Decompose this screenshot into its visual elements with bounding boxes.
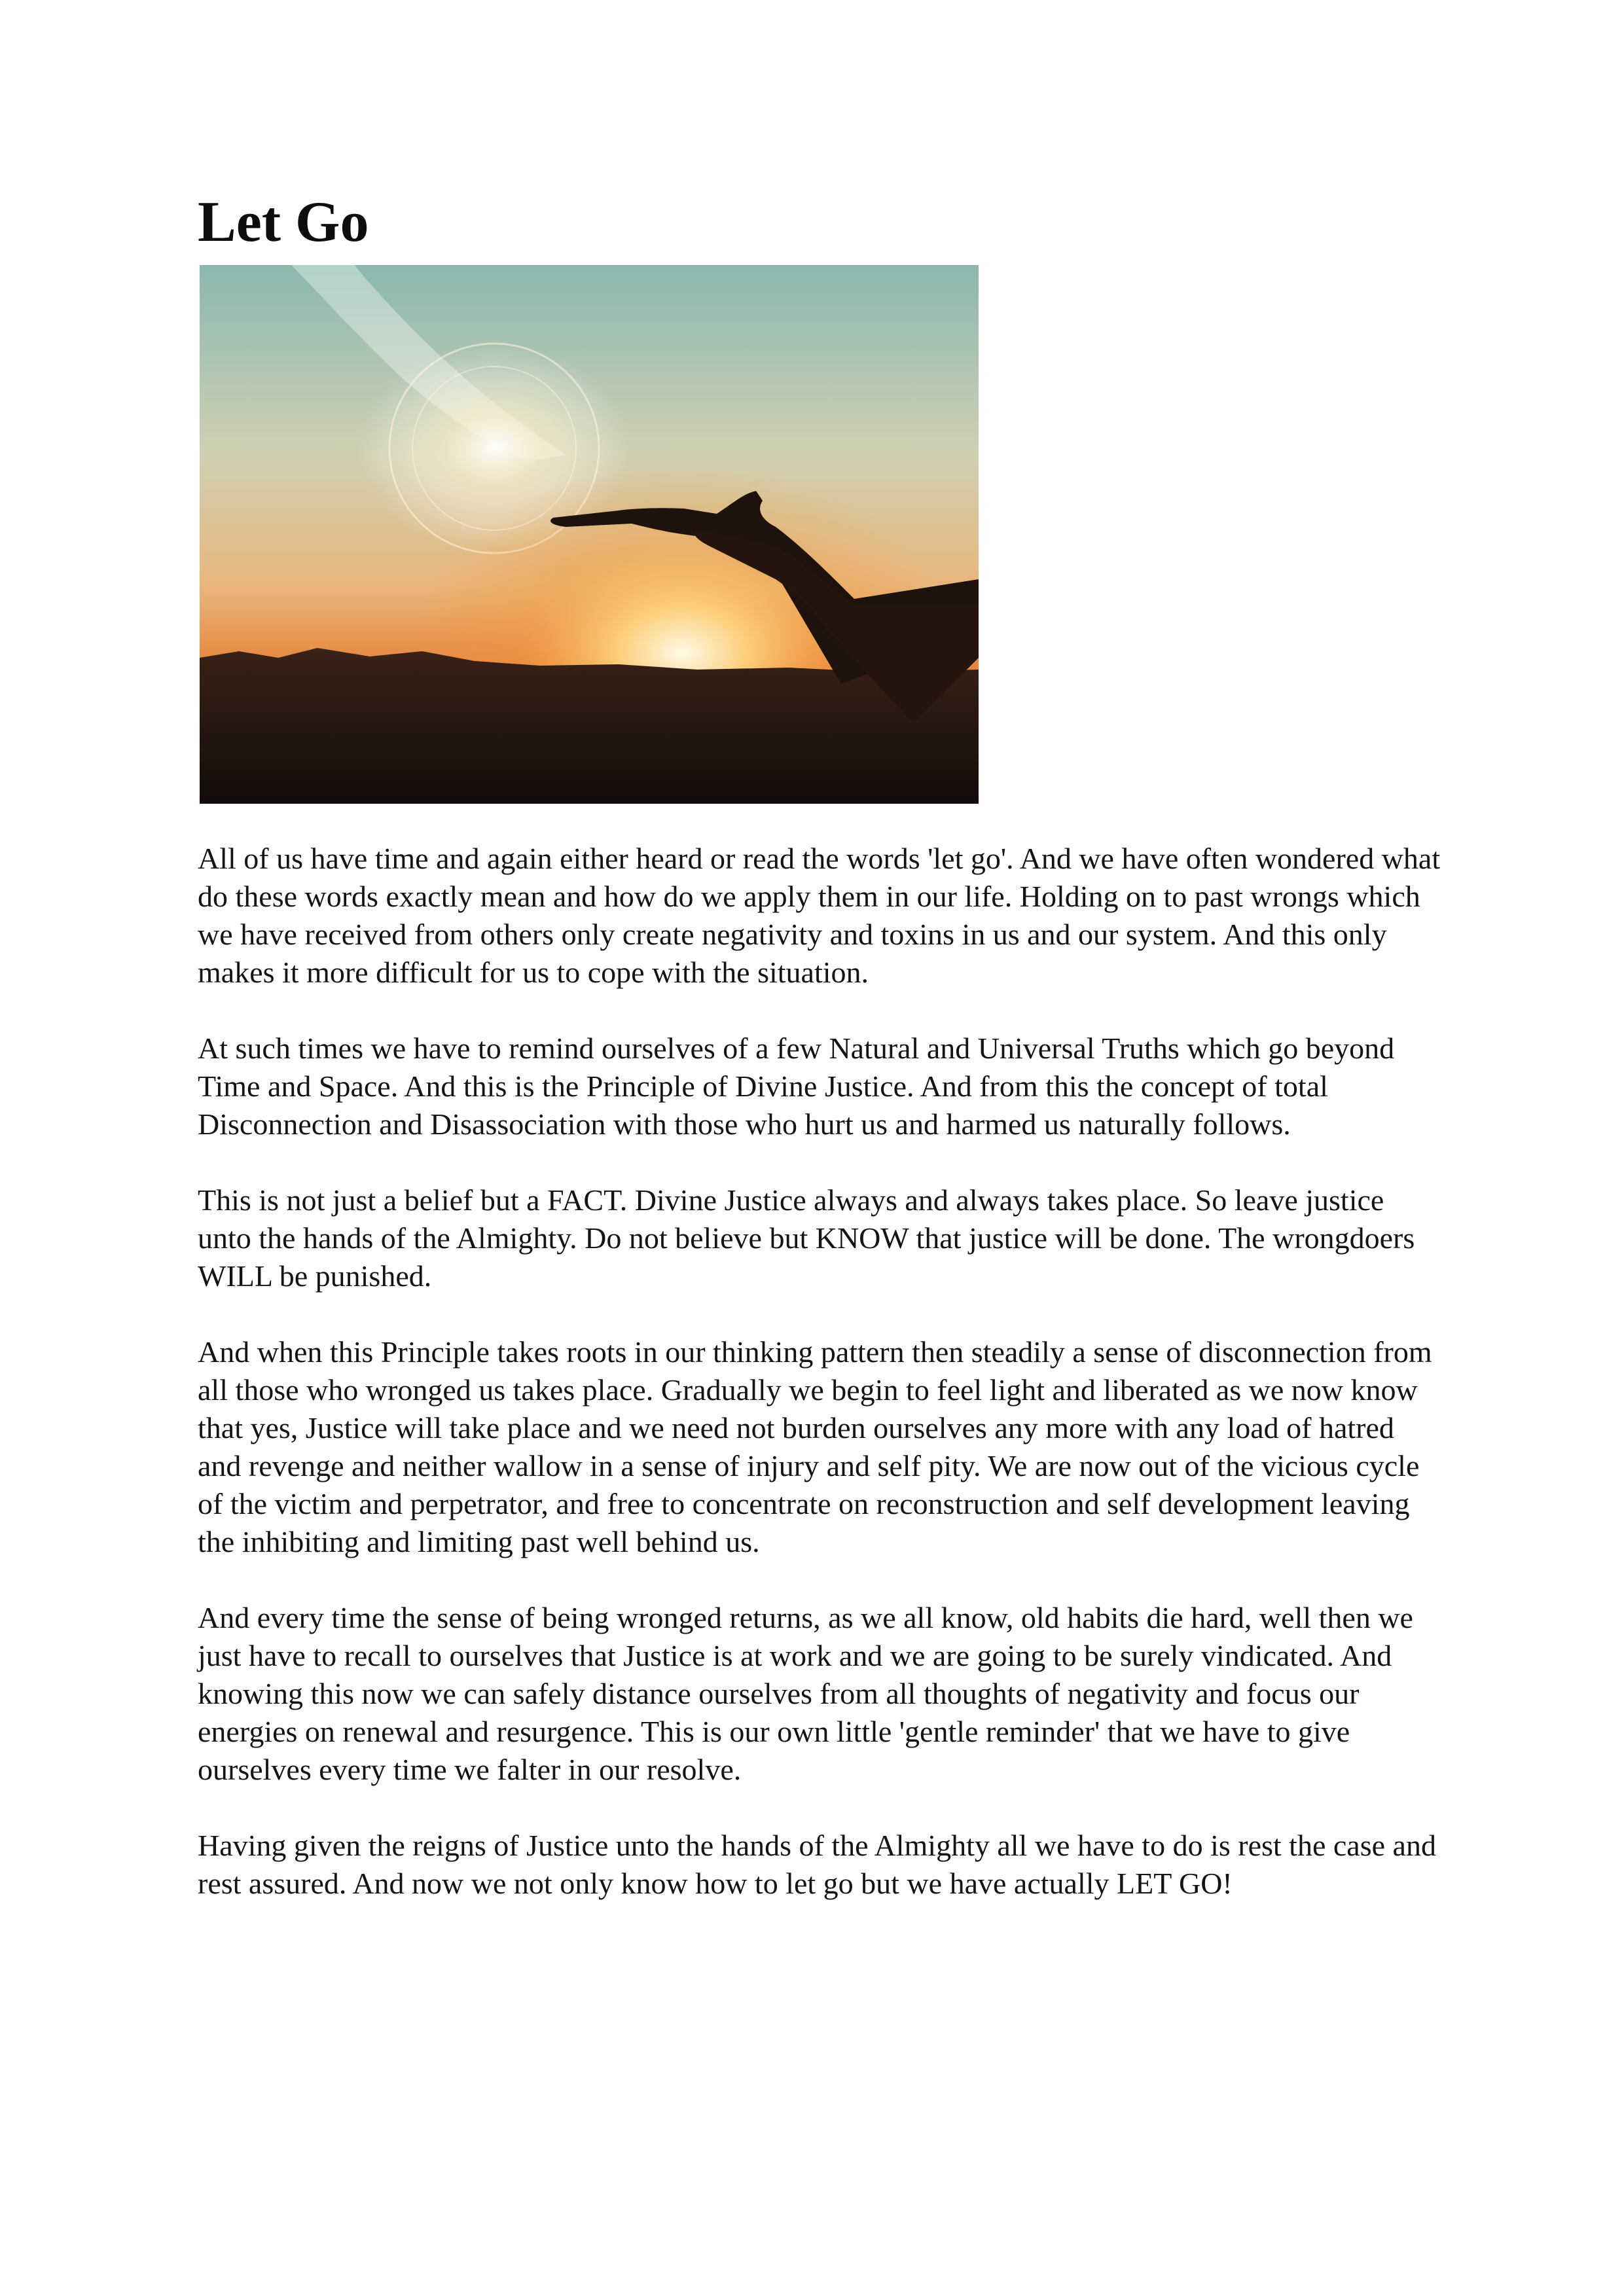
- hero-image: [200, 265, 979, 804]
- paragraph: Having given the reigns of Justice unto the hands of the Almighty all we have to do is rest the case and rest assured. And now we not only know how to let go but we have actually LET GO!: [198, 1829, 1436, 1900]
- sunset-hands-illustration: [200, 265, 979, 804]
- paragraph: At such times we have to remind ourselves of a few Natural and Universal Truths which go beyond Time and Space. And this is the Principle of Divine Justice. And from this the concept of total Disconnection and Disassociation with those who hurt us and harmed us naturally follows.: [198, 1031, 1395, 1141]
- paragraph: This is not just a belief but a FACT. Divine Justice always and always takes place. So leave justice unto the hands of the Almighty. Do not believe but KNOW that justice will be done. The wrongdoers WILL be punished.: [198, 1183, 1415, 1293]
- paragraph: And when this Principle takes roots in our thinking pattern then steadily a sense of disconnection from all those who wronged us takes place. Gradually we begin to feel light and liberated as we now know that yes, Justice will take place and we need not burden ourselves any more with any load of hatred and revenge and neither wallow in a sense of injury and self pity. We are now out of the vicious cycle of the victim and perpetrator, and free to concentrate on reconstruction and self development leaving the inhibiting and limiting past well behind us.: [198, 1335, 1432, 1558]
- article-body: [198, 840, 1441, 1941]
- paragraph: And every time the sense of being wronged returns, as we all know, old habits die hard, well then we just have to recall to ourselves that Justice is at work and we are going to be surely vindicated. And knowing this now we can safely distance ourselves from all thoughts of negativity and focus our energies on renewal and resurgence. This is our own little 'gentle reminder' that we have to give ourselves every time we falter in our resolve.: [198, 1601, 1413, 1786]
- paragraph: All of us have time and again either heard or read the words 'let go'. And we have often wondered what do these words exactly mean and how do we apply them in our life. Holding on to past wrongs which we have received from others only create negativity and toxins in us and our system. And this only makes it more difficult for us to cope with the situation.: [198, 842, 1441, 989]
- page-title: Let Go: [198, 190, 369, 254]
